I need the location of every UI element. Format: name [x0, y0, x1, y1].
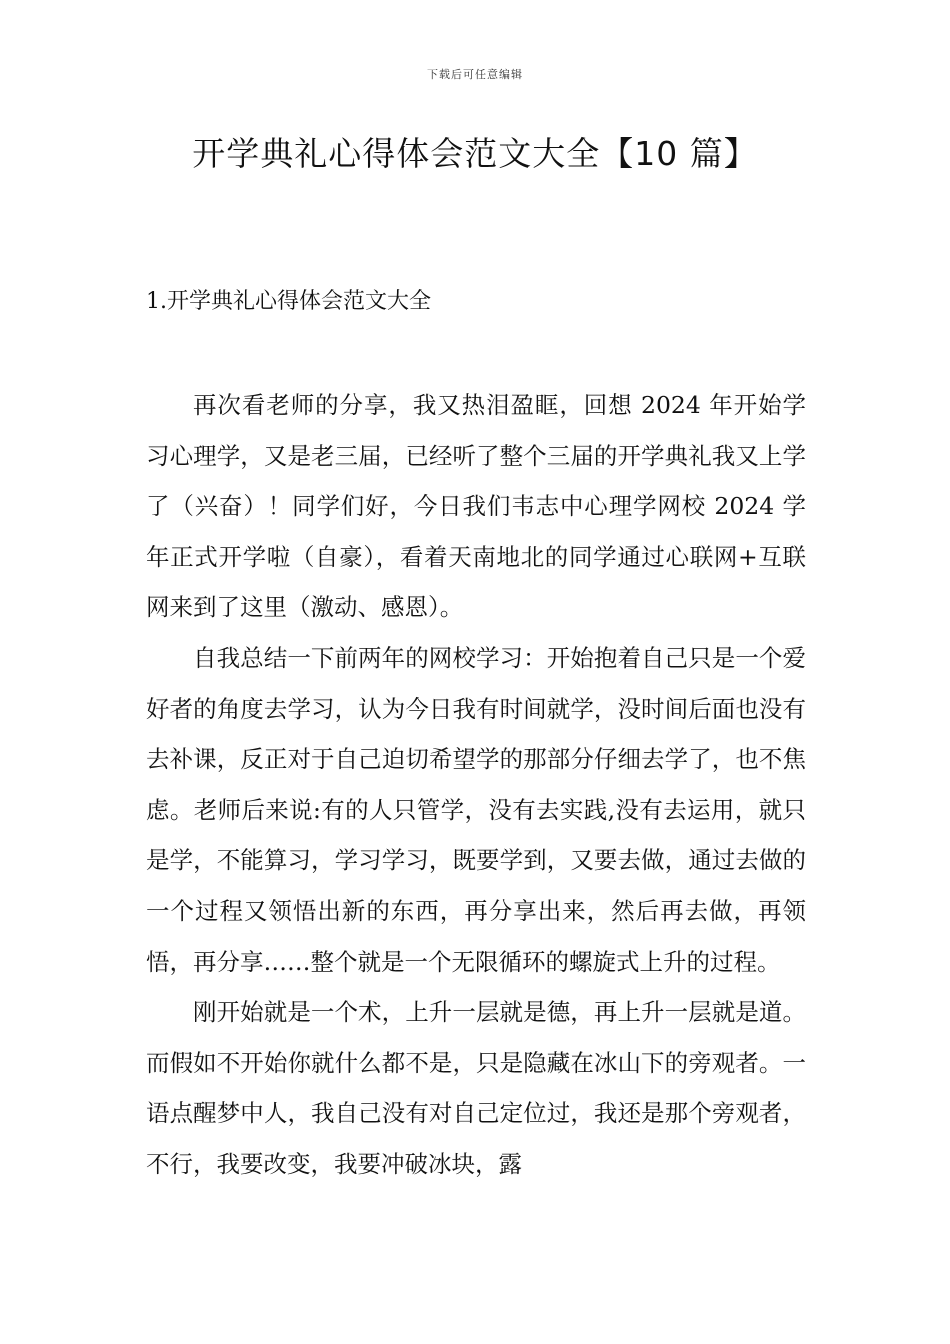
document-title: 开学典礼心得体会范文大全【10 篇】 — [192, 134, 758, 173]
section-heading: 1.开学典礼心得体会范文大全 — [146, 289, 431, 314]
body-text — [146, 380, 806, 1190]
header-note: 下载后可任意编辑 — [427, 68, 523, 81]
paragraph: 再次看老师的分享，我又热泪盈眶，回想 2024 年开始学习心理学，又是老三届，已经听了整个三届的开学典礼我又上学了（兴奋）！同学们好，今日我们韦志中心理学网校 2024 学年正式开学啦（自豪），看着天南地北的同学通过心联网+互联网来到了这里（激动、感恩）。 — [146, 391, 806, 622]
paragraph: 刚开始就是一个术，上升一层就是德，再上升一层就是道。而假如不开始你就什么都不是，只是隐藏在冰山下的旁观者。一语点醒梦中人，我自己没有对自己定位过，我还是那个旁观者，不行，我要改变，我要冲破冰块，露 — [146, 998, 806, 1178]
paragraph: 自我总结一下前两年的网校学习：开始抱着自己只是一个爱好者的角度去学习，认为今日我有时间就学，没时间后面也没有去补课，反正对于自己迫切希望学的那部分仔细去学了，也不焦虑。老师后来说:有的人只管学，没有去实践,没有去运用，就只是学，不能算习，学习学习，既要学到，又要去做，通过去做的一个过程又领悟出新的东西，再分享出来，然后再去做，再领悟，再分享……整个就是一个无限循环的螺旋式上升的过程。 — [146, 643, 806, 976]
